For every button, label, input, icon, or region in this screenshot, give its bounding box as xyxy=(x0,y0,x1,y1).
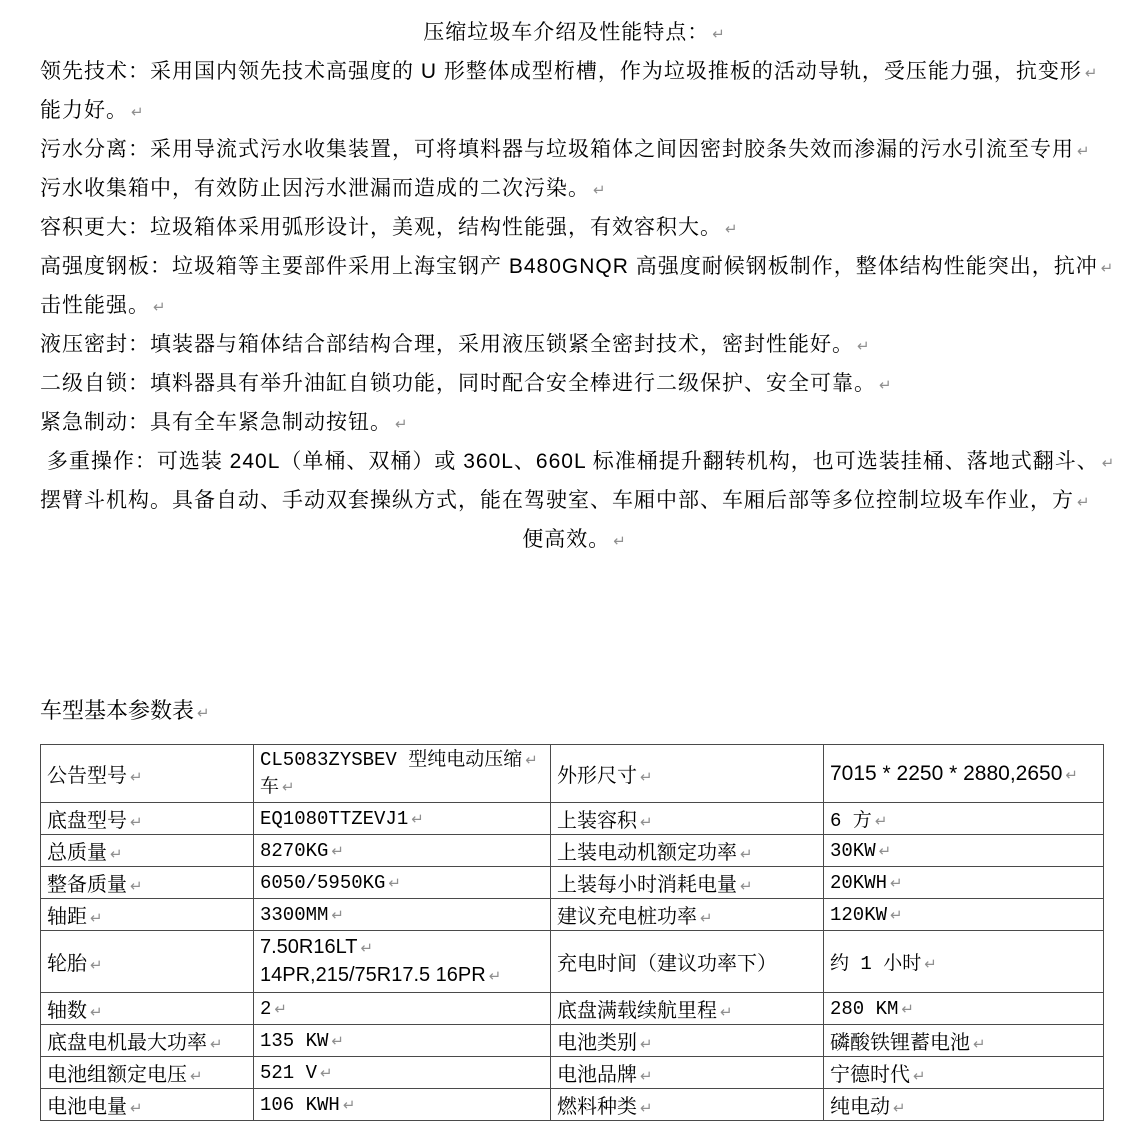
spec-label-cell xyxy=(41,835,254,867)
spec-label: 电池电量 xyxy=(47,1096,127,1118)
spec-label: 建议充电桩功率 xyxy=(557,906,697,928)
paragraph-line xyxy=(40,326,1108,365)
doc-title xyxy=(40,14,1108,53)
spec-label-cell xyxy=(41,867,254,899)
spec-value: 30KW xyxy=(830,839,876,862)
return-mark-icon: ↵ xyxy=(857,337,870,355)
spec-value: 20KWH xyxy=(830,871,888,894)
spec-label: 轮胎 xyxy=(47,953,87,975)
spec-value-cell xyxy=(824,835,1104,867)
paragraph-text: 污水分离：采用导流式污水收集装置，可将填料器与垃圾箱体之间因密封胶条失效而渗漏的污水引流至专用 xyxy=(40,138,1074,161)
spec-label: 底盘型号 xyxy=(47,810,127,832)
return-mark-icon: ↵ xyxy=(130,1099,143,1117)
paragraph-line xyxy=(40,209,1108,248)
spec-label: 底盘满载续航里程 xyxy=(557,1000,717,1022)
return-mark-icon: ↵ xyxy=(210,1035,223,1053)
spec-label-cell xyxy=(41,1089,254,1121)
spec-value: 磷酸铁锂蓄电池 xyxy=(830,1032,970,1054)
paragraph-text: 液压密封：填装器与箱体结合部结构合理，采用液压锁紧全密封技术，密封性能好。 xyxy=(40,333,854,356)
spec-label-cell xyxy=(551,899,824,931)
return-mark-icon: ↵ xyxy=(282,777,295,796)
spec-value-cell xyxy=(824,745,1104,803)
paragraph-line xyxy=(40,248,1114,287)
return-mark-icon: ↵ xyxy=(130,877,143,895)
return-mark-icon: ↵ xyxy=(131,103,144,121)
return-mark-icon: ↵ xyxy=(488,966,502,985)
paragraph-text: 多重操作：可选装 240L（单桶、双桶）或 360L、660L 标准桶提升翻转机构，也可选装挂桶、落地式翻斗、 xyxy=(40,450,1099,473)
paragraph-line xyxy=(40,53,1108,92)
return-mark-icon: ↵ xyxy=(640,813,653,831)
return-mark-icon: ↵ xyxy=(190,1067,203,1085)
paragraph-line xyxy=(40,365,1108,404)
table-row xyxy=(41,931,1104,993)
return-mark-icon: ↵ xyxy=(720,1003,733,1021)
table-row xyxy=(41,803,1104,835)
return-mark-icon: ↵ xyxy=(274,999,287,1018)
paragraph-line xyxy=(40,131,1108,170)
return-mark-icon: ↵ xyxy=(90,909,103,927)
spec-value: 3300MM xyxy=(260,903,329,926)
spec-value: 车 xyxy=(260,775,280,798)
spec-label: 轴距 xyxy=(47,906,87,928)
return-mark-icon: ↵ xyxy=(388,873,401,892)
spec-label: 轴数 xyxy=(47,1000,87,1022)
paragraph-text: 摆臂斗机构。具备自动、手动双套操纵方式，能在驾驶室、车厢中部、车厢后部等多位控制垃圾车作业，方 xyxy=(40,489,1074,512)
return-mark-icon: ↵ xyxy=(1084,64,1098,82)
spec-label-cell xyxy=(551,931,824,993)
spec-label: 电池组额定电压 xyxy=(47,1064,187,1086)
return-mark-icon: ↵ xyxy=(1065,765,1078,784)
spec-value: 521 V xyxy=(260,1061,318,1084)
table-row xyxy=(41,993,1104,1025)
specs-table xyxy=(40,744,1104,1121)
spec-label-cell xyxy=(41,993,254,1025)
table-row xyxy=(41,745,1104,803)
spec-label-cell xyxy=(41,899,254,931)
return-mark-icon: ↵ xyxy=(640,1067,653,1085)
paragraph-text: 能力好。 xyxy=(40,99,128,122)
spec-label: 公告型号 xyxy=(47,765,127,787)
spec-label: 整备质量 xyxy=(47,874,127,896)
return-mark-icon: ↵ xyxy=(973,1035,986,1053)
table-row xyxy=(41,867,1104,899)
table-heading-text: 车型基本参数表 xyxy=(40,698,195,723)
return-mark-icon: ↵ xyxy=(913,1067,926,1085)
return-mark-icon: ↵ xyxy=(197,704,210,722)
return-mark-icon: ↵ xyxy=(640,768,653,786)
paragraph-line xyxy=(40,404,1108,443)
spec-value-cell xyxy=(824,1025,1104,1057)
return-mark-icon: ↵ xyxy=(613,532,626,550)
spec-value: 6 方 xyxy=(830,810,872,832)
spec-label: 上装容积 xyxy=(557,810,637,832)
return-mark-icon: ↵ xyxy=(740,877,753,895)
return-mark-icon: ↵ xyxy=(712,25,725,43)
spec-label-cell xyxy=(551,745,824,803)
return-mark-icon: ↵ xyxy=(878,841,892,860)
return-mark-icon: ↵ xyxy=(320,1063,333,1082)
return-mark-icon: ↵ xyxy=(890,873,903,892)
spec-value-cell xyxy=(824,931,1104,993)
return-mark-icon: ↵ xyxy=(924,955,937,973)
return-mark-icon: ↵ xyxy=(395,415,408,433)
return-mark-icon: ↵ xyxy=(331,905,344,924)
paragraph-text: 领先技术：采用国内领先技术高强度的 U 形整体成型桁槽，作为垃圾推板的活动导轨，受压能力强，抗变形 xyxy=(40,60,1082,83)
return-mark-icon: ↵ xyxy=(740,845,753,863)
spec-value-cell xyxy=(254,1025,551,1057)
spec-value: 106 KWH xyxy=(260,1093,340,1116)
return-mark-icon: ↵ xyxy=(879,376,892,394)
return-mark-icon: ↵ xyxy=(874,812,888,830)
spec-value-cell xyxy=(824,1089,1104,1121)
return-mark-icon: ↵ xyxy=(342,1095,356,1114)
paragraph-text: 二级自锁：填料器具有举升油缸自锁功能，同时配合安全棒进行二级保护、安全可靠。 xyxy=(40,372,876,395)
spec-value: EQ1080TTZEVJ1 xyxy=(260,807,409,830)
spec-value: 7015 * 2250 * 2880,2650 xyxy=(830,761,1063,785)
return-mark-icon: ↵ xyxy=(525,750,538,769)
table-row xyxy=(41,835,1104,867)
spec-value-cell xyxy=(824,803,1104,835)
spec-label-cell xyxy=(551,1057,824,1089)
return-mark-icon: ↵ xyxy=(1100,259,1114,277)
return-mark-icon: ↵ xyxy=(153,298,166,316)
paragraph-line xyxy=(40,170,1108,209)
return-mark-icon: ↵ xyxy=(1077,493,1090,511)
paragraph-text: 容积更大：垃圾箱体采用弧形设计，美观，结构性能强，有效容积大。 xyxy=(40,216,722,239)
return-mark-icon: ↵ xyxy=(90,956,103,974)
return-mark-icon: ↵ xyxy=(1077,142,1090,160)
spec-label: 电池品牌 xyxy=(557,1064,637,1086)
spec-value: 8270KG xyxy=(260,839,329,862)
spec-label-cell xyxy=(551,803,824,835)
spec-label: 充电时间（建议功率下） xyxy=(557,953,777,975)
spec-value: 约 1 小时 xyxy=(830,953,922,975)
table-row xyxy=(41,1057,1104,1089)
spec-value-cell xyxy=(824,1057,1104,1089)
spec-value-cell xyxy=(824,993,1104,1025)
spec-value-cell xyxy=(254,1089,551,1121)
paragraph-line xyxy=(40,443,1115,482)
spec-value-cell xyxy=(254,931,551,993)
paragraph-text: 紧急制动：具有全车紧急制动按钮。 xyxy=(40,411,392,434)
spec-value: 7.50R16LT xyxy=(260,935,358,958)
spec-label-cell xyxy=(551,835,824,867)
paragraph-text: 高强度钢板：垃圾箱等主要部件采用上海宝钢产 B480GNQR 高强度耐候钢板制作，整体结构性能突出，抗冲 xyxy=(40,255,1098,278)
spec-value: 6050/5950KG xyxy=(260,871,386,894)
spec-label-cell xyxy=(41,931,254,993)
spec-value: 14PR,215/75R17.5 16PR xyxy=(260,963,486,986)
spec-value-cell xyxy=(254,835,551,867)
spec-value: CL5083ZYSBEV 型纯电动压缩 xyxy=(260,748,523,771)
return-mark-icon: ↵ xyxy=(901,999,914,1018)
spec-value-cell xyxy=(254,899,551,931)
paragraph-line xyxy=(40,482,1108,521)
paragraph-line xyxy=(40,521,1108,560)
return-mark-icon: ↵ xyxy=(130,768,143,786)
spec-value: 宁德时代 xyxy=(830,1064,910,1086)
spec-label: 总质量 xyxy=(47,842,107,864)
return-mark-icon: ↵ xyxy=(893,1099,906,1117)
spec-label-cell xyxy=(41,745,254,803)
spec-label: 上装每小时消耗电量 xyxy=(557,874,737,896)
paragraph-text: 便高效。 xyxy=(522,528,611,551)
return-mark-icon: ↵ xyxy=(110,845,123,863)
return-mark-icon: ↵ xyxy=(700,909,713,927)
paragraph-text: 污水收集箱中，有效防止因污水泄漏而造成的二次污染。 xyxy=(40,177,590,200)
table-row xyxy=(41,1025,1104,1057)
spec-label: 电池类别 xyxy=(557,1032,637,1054)
spec-label-cell xyxy=(41,803,254,835)
doc-title-text: 压缩垃圾车介绍及性能特点： xyxy=(423,21,710,44)
paragraph-line xyxy=(40,92,1108,131)
spec-label-cell xyxy=(41,1057,254,1089)
table-row xyxy=(41,1089,1104,1121)
spec-label: 外形尺寸 xyxy=(557,765,637,787)
spec-value: 280 KM xyxy=(830,997,899,1020)
table-row xyxy=(41,899,1104,931)
table-heading xyxy=(40,696,1108,728)
spec-value: 120KW xyxy=(830,903,888,926)
spec-value-line xyxy=(260,747,544,774)
paragraph-text: 击性能强。 xyxy=(40,294,150,317)
return-mark-icon: ↵ xyxy=(331,841,344,860)
spec-value-line xyxy=(260,774,544,801)
spec-value: 135 KW xyxy=(260,1029,329,1052)
spec-value-cell xyxy=(254,867,551,899)
paragraph-line xyxy=(40,287,1108,326)
spec-value-cell xyxy=(824,899,1104,931)
return-mark-icon: ↵ xyxy=(130,813,143,831)
return-mark-icon: ↵ xyxy=(640,1035,653,1053)
spec-label: 底盘电机最大功率 xyxy=(47,1032,207,1054)
spec-value-cell xyxy=(824,867,1104,899)
spec-value-cell xyxy=(254,745,551,803)
spec-value: 纯电动 xyxy=(830,1096,890,1118)
spec-label-cell xyxy=(551,1089,824,1121)
return-mark-icon: ↵ xyxy=(90,1003,103,1021)
spec-label-cell xyxy=(551,993,824,1025)
spec-value-cell xyxy=(254,803,551,835)
return-mark-icon: ↵ xyxy=(331,1031,344,1050)
spec-label-cell xyxy=(551,867,824,899)
return-mark-icon: ↵ xyxy=(890,905,903,924)
spec-label-cell xyxy=(41,1025,254,1057)
spec-label-cell xyxy=(551,1025,824,1057)
return-mark-icon: ↵ xyxy=(640,1099,653,1117)
return-mark-icon: ↵ xyxy=(725,220,738,238)
spec-value-cell xyxy=(254,1057,551,1089)
return-mark-icon: ↵ xyxy=(593,181,606,199)
return-mark-icon: ↵ xyxy=(360,938,374,957)
spec-value-cell xyxy=(254,993,551,1025)
spec-label: 燃料种类 xyxy=(557,1096,637,1118)
spec-value-line xyxy=(260,962,544,990)
return-mark-icon: ↵ xyxy=(1101,454,1115,472)
spec-value: 2 xyxy=(260,997,272,1020)
spec-label: 上装电动机额定功率 xyxy=(557,842,737,864)
return-mark-icon: ↵ xyxy=(411,809,424,828)
intro-paragraphs xyxy=(40,53,1115,560)
spec-value-line xyxy=(260,934,544,962)
